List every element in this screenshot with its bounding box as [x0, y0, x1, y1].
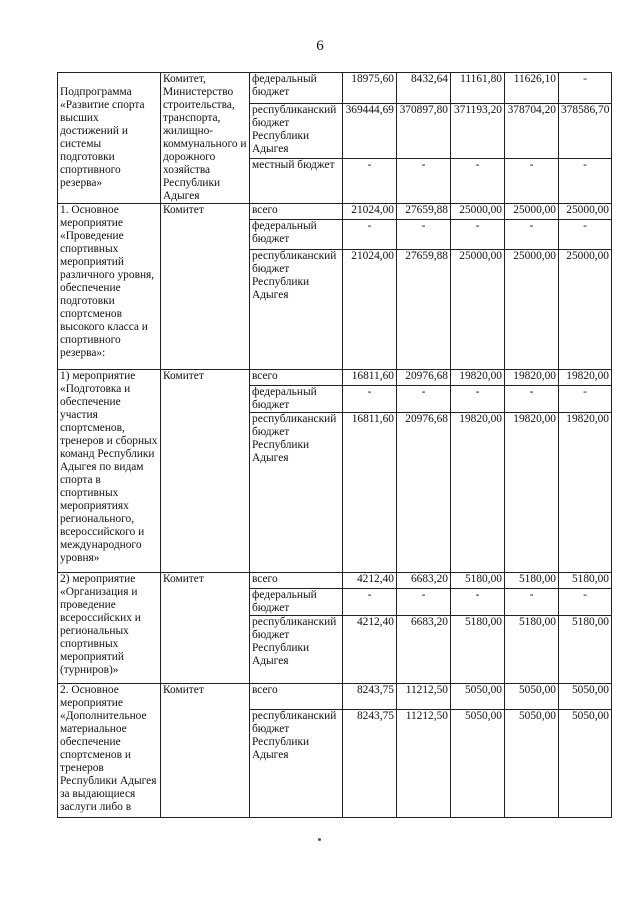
amount-cell: 11161,80	[451, 73, 505, 104]
amount-cell: 19820,00	[559, 370, 612, 386]
amount-cell: 371193,20	[451, 104, 505, 159]
amount-cell: -	[397, 386, 451, 413]
amount-cell: 8243,75	[343, 710, 397, 818]
amount-cell: 25000,00	[451, 204, 505, 220]
executor: Комитет, Министерство строительства, транспорта, жилищно-коммунального и дорожного хозяйства Республики Адыгея	[161, 73, 250, 204]
executor: Комитет	[161, 370, 250, 573]
amount-cell: 25000,00	[559, 204, 612, 220]
amount-cell: 25000,00	[505, 204, 559, 220]
amount-cell: 11212,50	[397, 710, 451, 818]
funding-source: всего	[250, 204, 343, 220]
amount-cell: 25000,00	[451, 250, 505, 370]
amount-cell: 5180,00	[451, 616, 505, 684]
amount-cell: 378586,70	[559, 104, 612, 159]
executor: Комитет	[161, 204, 250, 370]
funding-source: всего	[250, 684, 343, 710]
funding-source: федеральный бюджет	[250, 220, 343, 250]
amount-cell: 5180,00	[559, 616, 612, 684]
measure-name: 2. Основное мероприятие «Дополнительное материальное обеспечение спортсменов и тренеров Республики Адыгея за выдающиеся заслуги либо в	[58, 684, 161, 818]
executor: Комитет	[161, 573, 250, 684]
table-row	[58, 684, 612, 710]
amount-cell: 11626,10	[505, 73, 559, 104]
measure-name: 1) мероприятие «Подготовка и обеспечение участия спортсменов, тренеров и сборных команд Республики Адыгея по видам спорта в спортивных мероприятиях регионального, всероссийского и международного уровня»	[58, 370, 161, 573]
amount-cell: -	[343, 589, 397, 616]
amount-cell: 5050,00	[559, 710, 612, 818]
amount-cell: 5180,00	[559, 573, 612, 589]
funding-source: федеральный бюджет	[250, 73, 343, 104]
funding-source: республиканский бюджет Республики Адыгея	[250, 250, 343, 370]
measure-name: 1. Основное мероприятие «Проведение спортивных мероприятий различного уровня, обеспечение подготовки спортсменов высокого класса и спортивного резерва»:	[58, 204, 161, 370]
scan-dot	[318, 838, 321, 841]
amount-cell: 5050,00	[505, 684, 559, 710]
amount-cell: 20976,68	[397, 413, 451, 573]
amount-cell: 16811,60	[343, 370, 397, 386]
amount-cell: -	[451, 386, 505, 413]
funding-source: всего	[250, 573, 343, 589]
amount-cell: 5050,00	[559, 684, 612, 710]
amount-cell: 19820,00	[505, 370, 559, 386]
amount-cell: 11212,50	[397, 684, 451, 710]
amount-cell: 369444,69	[343, 104, 397, 159]
amount-cell: 19820,00	[559, 413, 612, 573]
amount-cell: 5180,00	[505, 573, 559, 589]
amount-cell: 6683,20	[397, 573, 451, 589]
amount-cell: -	[397, 159, 451, 204]
amount-cell: 20976,68	[397, 370, 451, 386]
funding-source: республиканский бюджет Республики Адыгея	[250, 104, 343, 159]
amount-cell: 25000,00	[505, 250, 559, 370]
amount-cell: 19820,00	[505, 413, 559, 573]
amount-cell: -	[559, 220, 612, 250]
amount-cell: 370897,80	[397, 104, 451, 159]
amount-cell: 27659,88	[397, 250, 451, 370]
funding-source: федеральный бюджет	[250, 386, 343, 413]
amount-cell: 19820,00	[451, 370, 505, 386]
amount-cell: -	[397, 589, 451, 616]
table-row	[58, 573, 612, 589]
amount-cell: -	[397, 220, 451, 250]
page-number: 6	[316, 38, 324, 54]
amount-cell: -	[343, 159, 397, 204]
table-row	[58, 370, 612, 386]
funding-source: республиканский бюджет Республики Адыгея	[250, 616, 343, 684]
amount-cell: 19820,00	[451, 413, 505, 573]
amount-cell: 5180,00	[505, 616, 559, 684]
amount-cell: 5180,00	[451, 573, 505, 589]
funding-source: республиканский бюджет Республики Адыгея	[250, 413, 343, 573]
amount-cell: 8432,64	[397, 73, 451, 104]
amount-cell: 27659,88	[397, 204, 451, 220]
amount-cell: 378704,20	[505, 104, 559, 159]
amount-cell: 8243,75	[343, 684, 397, 710]
budget-table	[57, 72, 612, 818]
amount-cell: -	[559, 159, 612, 204]
amount-cell: -	[505, 220, 559, 250]
measure-name: 2) мероприятие «Организация и проведение всероссийских и региональных спортивных мероприятий (турниров)»	[58, 573, 161, 684]
amount-cell: 4212,40	[343, 573, 397, 589]
amount-cell: 18975,60	[343, 73, 397, 104]
amount-cell: 21024,00	[343, 204, 397, 220]
amount-cell: 5050,00	[451, 684, 505, 710]
amount-cell: -	[559, 73, 612, 104]
table-row	[58, 73, 612, 104]
amount-cell: 4212,40	[343, 616, 397, 684]
table-row	[58, 204, 612, 220]
funding-source: местный бюджет	[250, 159, 343, 204]
funding-source: республиканский бюджет Республики Адыгея	[250, 710, 343, 818]
amount-cell: 5050,00	[451, 710, 505, 818]
funding-source: всего	[250, 370, 343, 386]
funding-source: федеральный бюджет	[250, 589, 343, 616]
amount-cell: -	[559, 589, 612, 616]
amount-cell: -	[343, 386, 397, 413]
amount-cell: -	[505, 159, 559, 204]
amount-cell: 5050,00	[505, 710, 559, 818]
amount-cell: 25000,00	[559, 250, 612, 370]
measure-name: Подпрограмма «Развитие спорта высших достижений и системы подготовки спортивного резерва»	[58, 73, 161, 204]
amount-cell: -	[343, 220, 397, 250]
amount-cell: 16811,60	[343, 413, 397, 573]
amount-cell: -	[451, 589, 505, 616]
amount-cell: -	[451, 159, 505, 204]
amount-cell: -	[505, 589, 559, 616]
executor: Комитет	[161, 684, 250, 818]
amount-cell: 6683,20	[397, 616, 451, 684]
amount-cell: -	[451, 220, 505, 250]
amount-cell: -	[505, 386, 559, 413]
amount-cell: -	[559, 386, 612, 413]
amount-cell: 21024,00	[343, 250, 397, 370]
